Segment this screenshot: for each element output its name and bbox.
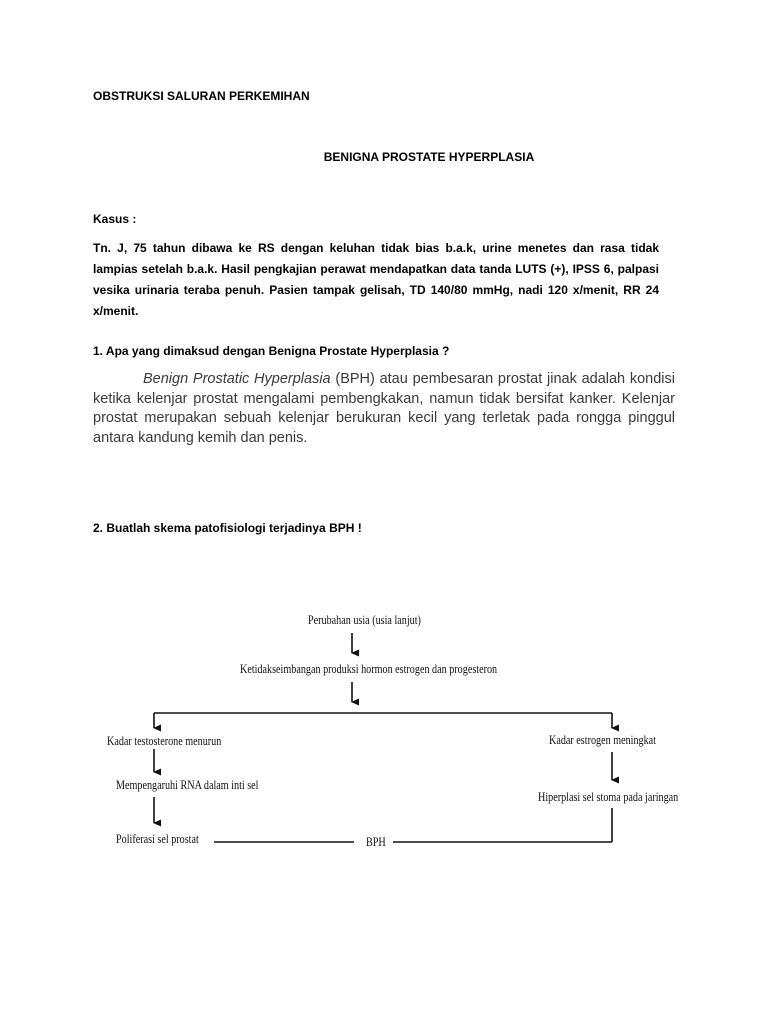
node-age-change: Perubahan usia (usia lanjut) (308, 612, 421, 627)
document-title: OBSTRUKSI SALURAN PERKEMIHAN (93, 89, 310, 103)
answer-1 (93, 370, 675, 448)
answer-1-term: Benign Prostatic Hyperplasia (143, 371, 331, 387)
node-testosterone-down: Kadar testosterone menurun (107, 733, 222, 748)
document-subtitle (0, 147, 768, 167)
node-rna-effect: Mempengaruhi RNA dalam inti sel (116, 777, 259, 792)
node-hormone-imbalance: Ketidakseimbangan produksi hormon estrogen dan progesteron (240, 661, 498, 676)
answer-1-text: (BPH) atau pembesaran prostat jinak adalah kondisi ketika kelenjar prostat mengalami pembengkakan, namun tidak bersifat kanker. Kelenjar prostat merupakan sebuah kelenjar berukuran kecil yang terletak pada rongga pinggul antara kandung kemih dan penis. (93, 371, 675, 446)
case-label: Kasus : (93, 212, 137, 226)
node-bph: BPH (366, 834, 386, 849)
node-stroma-hyperplasia: Hiperplasi sel stoma pada jaringan (538, 789, 679, 804)
node-estrogen-up: Kadar estrogen meningkat (549, 732, 657, 747)
question-1: 1. Apa yang dimaksud dengan Benigna Prostate Hyperplasia ? (93, 344, 450, 358)
node-prostate-proliferation: Poliferasi sel prostat (116, 831, 199, 846)
case-text: Tn. J, 75 tahun dibawa ke RS dengan keluhan tidak bias b.a.k, urine menetes dan rasa tidak lampias setelah b.a.k. Hasil pengkajian perawat mendapatkan data tanda LUTS (+), IPSS 6, palpasi vesika urinaria teraba penuh. Pasien tampak gelisah, TD 140/80 mmHg, nadi 120 x/menit, RR 24 x/menit. (93, 241, 659, 318)
subtitle-text: BENIGNA PROSTATE HYPERPLASIA (323, 150, 535, 164)
question-2: 2. Buatlah skema patofisiologi terjadinya BPH ! (93, 521, 362, 535)
